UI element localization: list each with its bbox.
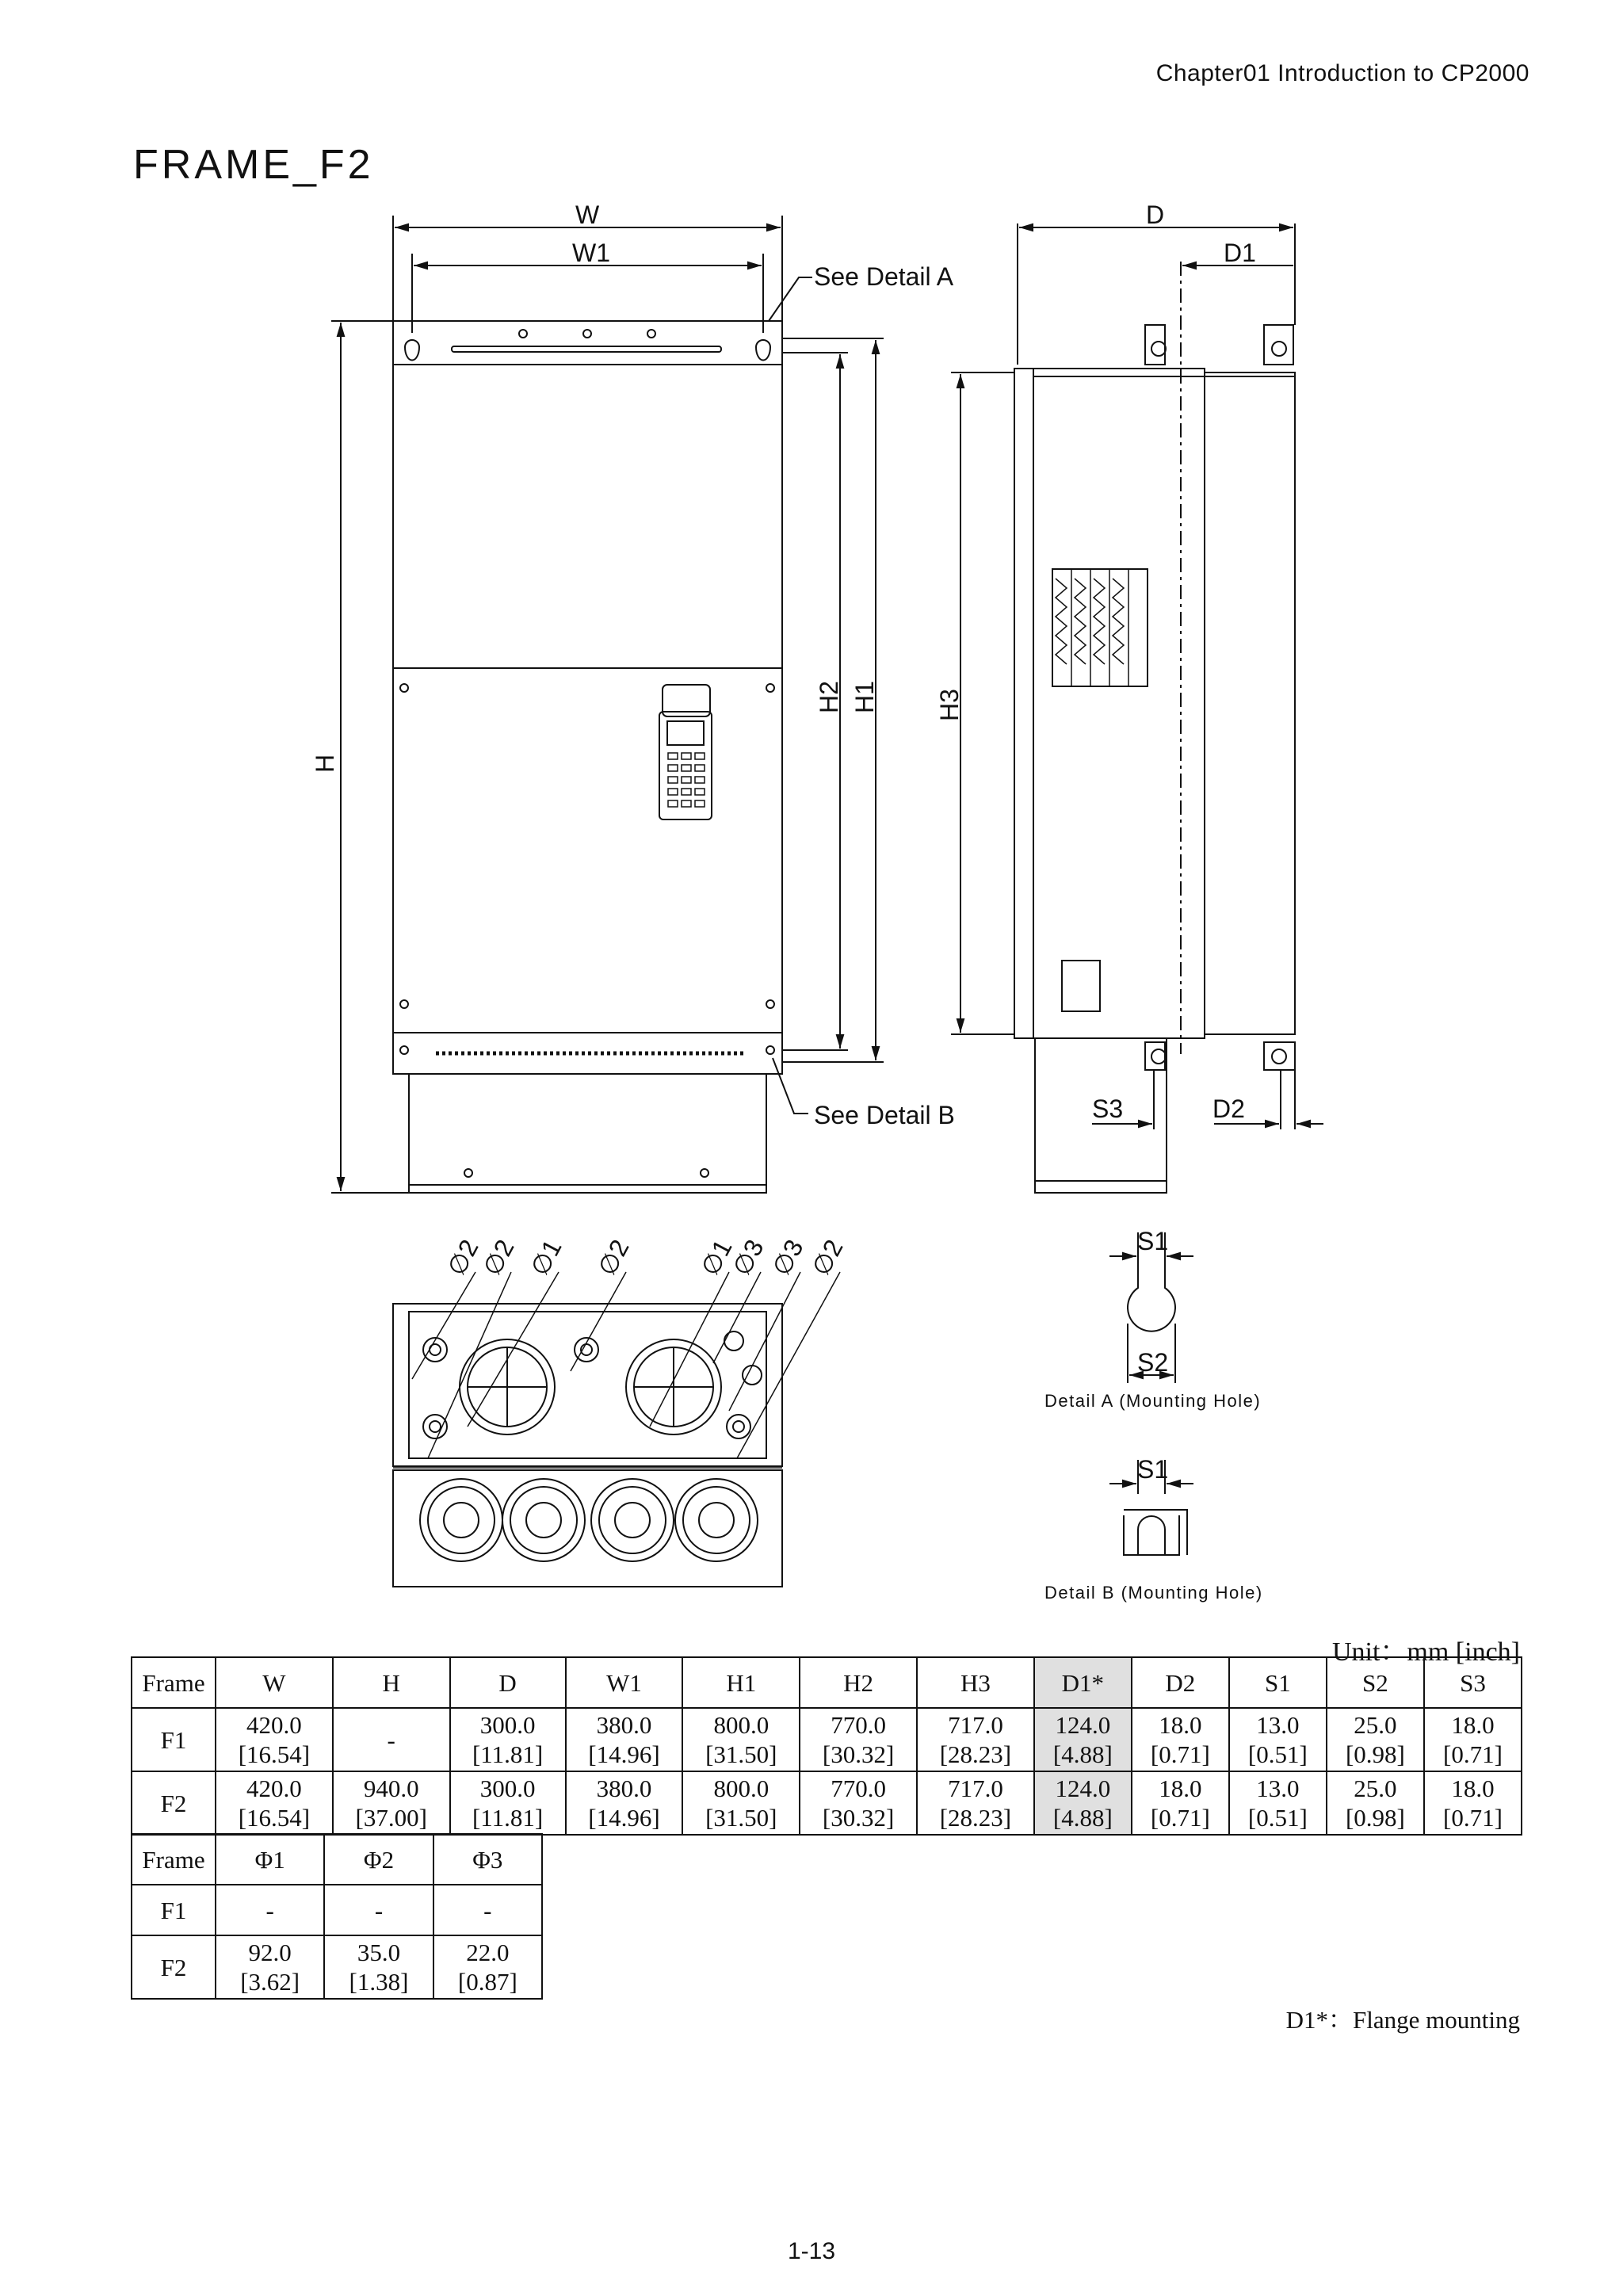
cell-d1: 124.0 [4.88]	[1034, 1771, 1132, 1835]
header-cell: H3	[917, 1657, 1034, 1708]
cell-w: 420.0 [16.54]	[216, 1771, 333, 1835]
phi-label: ∅2	[806, 1235, 849, 1281]
phi-row-f1	[132, 1885, 542, 1935]
cell-s1: 13.0 [0.51]	[1229, 1708, 1327, 1771]
side-view	[951, 223, 1323, 1193]
header-cell: Φ1	[216, 1834, 324, 1885]
cell-phi3: 22.0 [0.87]	[433, 1935, 542, 1999]
cell-d: 300.0 [11.81]	[450, 1708, 566, 1771]
cell-d2: 18.0 [0.71]	[1132, 1708, 1229, 1771]
detail-a-s1-label: S1	[1137, 1227, 1169, 1255]
cell-h1: 800.0 [31.50]	[682, 1771, 800, 1835]
cell-w1: 380.0 [14.96]	[566, 1771, 683, 1835]
cell-h3: 717.0 [28.23]	[917, 1771, 1034, 1835]
table-header-row	[132, 1657, 1522, 1708]
cell-d2: 18.0 [0.71]	[1132, 1771, 1229, 1835]
header-cell: S2	[1327, 1657, 1424, 1708]
front-view	[331, 216, 884, 1193]
header-cell: W1	[566, 1657, 683, 1708]
detail-b-s1-label: S1	[1137, 1455, 1169, 1484]
frame-cell: F1	[132, 1885, 216, 1935]
cell-d1: 124.0 [4.88]	[1034, 1708, 1132, 1771]
cell-s2: 25.0 [0.98]	[1327, 1771, 1424, 1835]
cell-h2: 770.0 [30.32]	[800, 1771, 917, 1835]
cell-s1: 13.0 [0.51]	[1229, 1771, 1327, 1835]
unit-label: Unit：mm [inch]	[1331, 1637, 1520, 1667]
dim-label-d1: D1	[1224, 239, 1256, 267]
cell-s2: 25.0 [0.98]	[1327, 1708, 1424, 1771]
detail-a-s2-label: S2	[1137, 1348, 1169, 1377]
phi-table	[131, 1833, 543, 2000]
header-cell: Φ3	[433, 1834, 542, 1885]
cell-phi1: 92.0 [3.62]	[216, 1935, 324, 1999]
cell-h: -	[333, 1708, 450, 1771]
phi-label: ∅1	[695, 1235, 738, 1281]
bottom-view	[393, 1272, 840, 1587]
cell-w: 420.0 [16.54]	[216, 1708, 333, 1771]
detail-b-caption: Detail B (Mounting Hole)	[1044, 1583, 1263, 1603]
dim-label-w: W	[575, 201, 600, 229]
phi-label: ∅2	[592, 1235, 635, 1281]
header-cell-d1: D1*	[1034, 1657, 1132, 1708]
header-cell: D	[450, 1657, 566, 1708]
cell-phi2: 35.0 [1.38]	[324, 1935, 433, 1999]
dim-label-h3: H3	[935, 689, 964, 721]
header-cell: S1	[1229, 1657, 1327, 1708]
phi-label: ∅1	[525, 1235, 567, 1281]
cell-h2: 770.0 [30.32]	[800, 1708, 917, 1771]
frame-title: FRAME_F2	[133, 142, 374, 188]
phi-label: ∅2	[441, 1235, 484, 1281]
dim-label-h2: H2	[815, 681, 843, 713]
phi-label: ∅3	[727, 1235, 769, 1281]
header-cell: W	[216, 1657, 333, 1708]
header-cell: Φ2	[324, 1834, 433, 1885]
table-row-f2	[132, 1771, 1522, 1835]
header-cell: H2	[800, 1657, 917, 1708]
dim-label-s3: S3	[1092, 1095, 1124, 1123]
dim-label-h1: H1	[850, 681, 879, 713]
cell-phi2: -	[324, 1885, 433, 1935]
dim-label-h: H	[311, 754, 339, 773]
header-cell: Frame	[132, 1834, 216, 1885]
dim-label-w1: W1	[572, 239, 610, 267]
see-detail-a-label: See Detail A	[814, 262, 954, 291]
frame-cell: F1	[132, 1708, 216, 1771]
cell-h1: 800.0 [31.50]	[682, 1708, 800, 1771]
table-row-f1	[132, 1708, 1522, 1771]
dim-label-d: D	[1146, 201, 1165, 229]
cell-s3: 18.0 [0.71]	[1424, 1771, 1522, 1835]
phi-label: ∅3	[766, 1235, 809, 1281]
phi-label: ∅2	[477, 1235, 520, 1281]
header-cell: H1	[682, 1657, 800, 1708]
cell-d: 300.0 [11.81]	[450, 1771, 566, 1835]
cell-phi1: -	[216, 1885, 324, 1935]
header-cell: D2	[1132, 1657, 1229, 1708]
phi-header-row	[132, 1834, 542, 1885]
dim-label-d2: D2	[1212, 1095, 1245, 1123]
dimension-table	[131, 1656, 1522, 1836]
see-detail-b-label: See Detail B	[814, 1101, 955, 1129]
page-number: 1-13	[787, 2238, 836, 2264]
footnote: D1*：Flange mounting	[1285, 2006, 1520, 2034]
header-cell: Frame	[132, 1657, 216, 1708]
cell-phi3: -	[433, 1885, 542, 1935]
chapter-header: Chapter01 Introduction to CP2000	[1155, 60, 1529, 86]
frame-cell: F2	[132, 1771, 216, 1835]
frame-cell: F2	[132, 1935, 216, 1999]
phi-row-f2	[132, 1935, 542, 1999]
cell-h3: 717.0 [28.23]	[917, 1708, 1034, 1771]
cell-w1: 380.0 [14.96]	[566, 1708, 683, 1771]
detail-a-caption: Detail A (Mounting Hole)	[1044, 1391, 1262, 1411]
cell-h: 940.0 [37.00]	[333, 1771, 450, 1835]
header-cell: S3	[1424, 1657, 1522, 1708]
header-cell: H	[333, 1657, 450, 1708]
cell-s3: 18.0 [0.71]	[1424, 1708, 1522, 1771]
